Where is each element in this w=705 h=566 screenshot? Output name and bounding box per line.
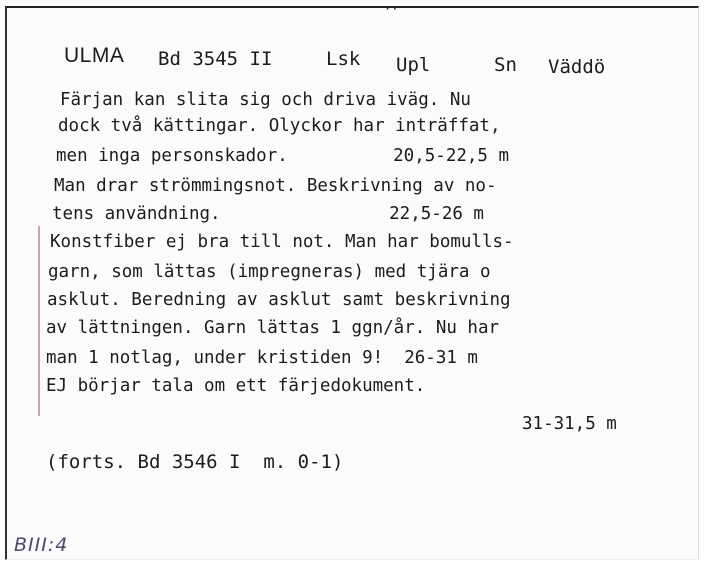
- body-line-6: Konstfiber ej bra till not. Man har bomulls-: [50, 232, 514, 252]
- body-line-3: men inga personskador. 20,5-22,5 m: [56, 146, 510, 166]
- body-line-9: av lättningen. Garn lättas 1 ggn/år. Nu har: [46, 318, 500, 338]
- parish-name: Väddö: [548, 56, 606, 78]
- body-line-2: dock två kättingar. Olyckor har inträffat,: [58, 116, 501, 136]
- body-line-1: Färjan kan slita sig och driva iväg. Nu: [60, 90, 471, 110]
- place-name: ULMA: [64, 44, 125, 67]
- body-line-10: man 1 notlag, under kristiden 9! 26-31 m: [46, 348, 478, 368]
- body-line-5: tens användning. 22,5-26 m: [52, 204, 484, 224]
- body-line-7: garn, som lättas (impregneras) med tjära o: [48, 262, 491, 282]
- volume-reference: Bd 3545 II: [158, 48, 273, 70]
- body-line-11: EJ börjar tala om ett färjedokument.: [46, 376, 426, 396]
- body-line-4: Man drar strömmingsnot. Beskrivning av no-: [54, 176, 497, 196]
- decorative-dots: ··: [384, 2, 399, 16]
- district-code: Sn: [494, 54, 517, 76]
- province-code: Upl: [396, 54, 431, 76]
- record-type: Lsk: [326, 48, 361, 70]
- continuation-note: (forts. Bd 3546 I m. 0-1): [46, 451, 344, 473]
- body-line-12: 31-31,5 m: [522, 414, 617, 434]
- body-line-8: asklut. Beredning av asklut samt beskrivning: [47, 290, 511, 310]
- margin-marker: [38, 226, 40, 416]
- handwritten-archive-code: BIII:4: [14, 534, 69, 556]
